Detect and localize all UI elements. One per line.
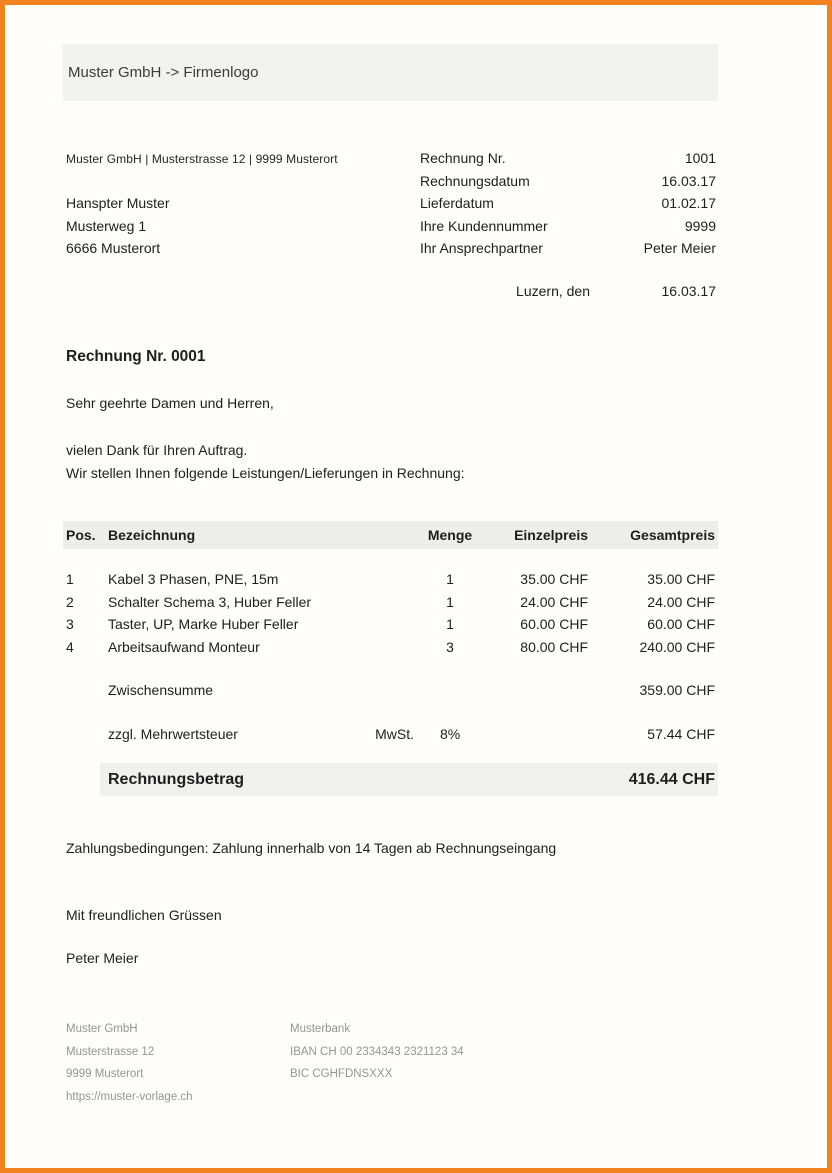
grand-total-value: 416.44 CHF — [628, 770, 715, 788]
place-date: 16.03.17 — [661, 283, 716, 299]
cell-total: 60.00 CHF — [647, 616, 715, 633]
meta-value: Peter Meier — [643, 240, 716, 256]
cell-qty: 1 — [446, 571, 454, 588]
vat-tax-label: MwSt. — [375, 726, 414, 743]
cell-unit-price: 35.00 CHF — [520, 571, 588, 588]
logo-text: Muster GmbH -> Firmenlogo — [68, 64, 259, 81]
footer-company-city: 9999 Musterort — [66, 1068, 144, 1080]
table-row — [63, 591, 718, 614]
recipient-street: Musterweg 1 — [66, 217, 147, 234]
invoice-heading: Rechnung Nr. 0001 — [66, 348, 206, 365]
footer-company-street: Musterstrasse 12 — [66, 1045, 155, 1058]
meta-value: 9999 — [684, 217, 716, 234]
company-logo-placeholder — [63, 44, 718, 101]
table-row — [63, 613, 718, 636]
col-header-unit-price: Einzelpreis — [514, 527, 588, 543]
cell-total: 24.00 CHF — [647, 593, 715, 610]
subtotal-value: 359.00 CHF — [639, 682, 715, 699]
vat-rate: 8% — [440, 726, 461, 743]
footer-company-block — [66, 1018, 193, 1108]
items-table-header — [63, 521, 718, 549]
meta-label: Ihre Kundennummer — [420, 217, 548, 234]
meta-label: Rechnung Nr. — [420, 150, 506, 166]
meta-label: Ihr Ansprechpartner — [420, 240, 543, 256]
meta-row-invoice-date — [420, 170, 716, 193]
place-label: Luzern, den — [516, 283, 590, 299]
cell-description: Kabel 3 Phasen, PNE, 15m — [108, 571, 279, 588]
footer-bank-bic: BIC CGHFDNSXXX — [290, 1068, 393, 1080]
cell-pos: 2 — [66, 593, 74, 610]
meta-value: 16.03.17 — [661, 172, 716, 189]
cell-pos: 1 — [66, 571, 74, 588]
cell-qty: 1 — [446, 593, 454, 610]
table-row — [63, 568, 718, 591]
footer-bank-iban: IBAN CH 00 2334343 2321123 34 — [290, 1045, 464, 1058]
subtotal-row — [63, 679, 718, 702]
items-table-body — [63, 568, 718, 658]
cell-description: Taster, UP, Marke Huber Feller — [108, 616, 299, 633]
table-row — [63, 636, 718, 659]
col-header-pos: Pos. — [66, 527, 96, 543]
intro-paragraph — [66, 439, 465, 485]
items-table — [63, 521, 718, 796]
signature-name: Peter Meier — [66, 950, 139, 966]
col-header-description: Bezeichnung — [108, 527, 196, 543]
cell-unit-price: 24.00 CHF — [520, 593, 588, 610]
cell-description: Schalter Schema 3, Huber Feller — [108, 593, 312, 610]
subtotal-label: Zwischensumme — [108, 682, 214, 699]
meta-label: Rechnungsdatum — [420, 172, 530, 189]
recipient-city: 6666 Musterort — [66, 240, 161, 256]
footer-company-website: https://muster-vorlage.ch — [66, 1090, 193, 1103]
payment-terms: Zahlungsbedingungen: Zahlung innerhalb von 14 Tagen ab Rechnungseingang — [66, 840, 557, 856]
meta-row-invoice-number — [420, 147, 716, 170]
cell-pos: 4 — [66, 638, 74, 655]
sender-address-line: Muster GmbH | Musterstrasse 12 | 9999 Musterort — [66, 152, 338, 166]
meta-value: 1001 — [684, 150, 716, 166]
col-header-total: Gesamtpreis — [630, 527, 715, 543]
meta-row-customer-number — [420, 215, 716, 238]
cell-unit-price: 80.00 CHF — [520, 638, 588, 655]
col-header-qty: Menge — [427, 527, 473, 543]
meta-label: Lieferdatum — [420, 195, 494, 211]
footer-bank-name: Musterbank — [290, 1023, 351, 1035]
grand-total-label: Rechnungsbetrag — [108, 770, 245, 788]
cell-total: 35.00 CHF — [647, 571, 715, 588]
cell-qty: 3 — [446, 638, 454, 655]
cell-qty: 1 — [446, 616, 454, 633]
intro-line-1: vielen Dank für Ihren Auftrag. — [66, 442, 248, 458]
invoice-meta-block — [420, 147, 716, 260]
footer-bank-block — [290, 1018, 464, 1086]
cell-total: 240.00 CHF — [639, 638, 715, 655]
salutation: Sehr geehrte Damen und Herren, — [66, 395, 274, 411]
intro-line-2: Wir stellen Ihnen folgende Leistungen/Lieferungen in Rechnung: — [66, 465, 465, 481]
footer-company-name: Muster GmbH — [66, 1023, 138, 1035]
meta-value: 01.02.17 — [661, 195, 716, 211]
cell-pos: 3 — [66, 616, 74, 633]
recipient-name: Hanspter Muster — [66, 195, 170, 211]
recipient-address-block — [66, 192, 169, 260]
meta-row-contact-person — [420, 237, 716, 260]
vat-row — [63, 723, 718, 746]
cell-unit-price: 60.00 CHF — [520, 616, 588, 633]
meta-row-delivery-date — [420, 192, 716, 215]
vat-value: 57.44 CHF — [647, 726, 715, 743]
cell-description: Arbeitsaufwand Monteur — [108, 638, 260, 655]
vat-label: zzgl. Mehrwertsteuer — [108, 726, 238, 743]
closing-regards: Mit freundlichen Grüssen — [66, 907, 222, 923]
place-and-date-row — [420, 283, 716, 299]
grand-total-bar — [100, 763, 718, 796]
